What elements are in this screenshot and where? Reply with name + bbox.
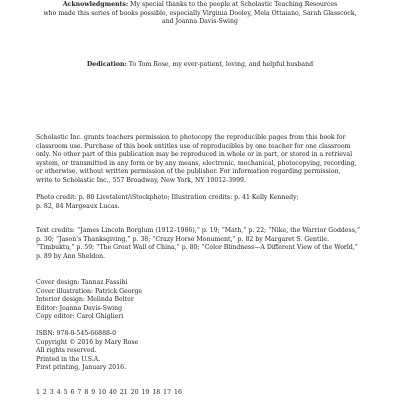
permissions-line: Scholastic Inc. grants teachers permission to photocopy the reproducible pages from this book for: [36, 134, 346, 141]
copyright-notice: Copyright © 2016 by Mary Rose: [36, 338, 139, 346]
acknowledgments-text-1: My special thanks to the people at Scholastic Teaching Resources: [128, 1, 338, 8]
dedication-text: To Tom Rose, my ever-patient, loving, and helpful husband: [126, 61, 314, 68]
acknowledgments-label: Acknowledgments:: [62, 1, 129, 8]
photo-credit: [36, 194, 366, 211]
permissions-line: only. No other part of this publication may be reproduced in whole or in part, or stored in a retrieval: [36, 151, 353, 159]
dedication-section: [36, 61, 364, 70]
publication-info: [36, 330, 366, 373]
rights-reserved: All rights reserved.: [36, 347, 97, 355]
permissions-line: system, or transmitted in any form or by any means, electronic, mechanical, photocopying, recording,: [36, 159, 357, 167]
isbn: ISBN: 978-0-545-66888-0: [36, 330, 117, 337]
printing-line: 1 2 3 4 5 6 7 8 9 10 40 21 20 19 18 17 16: [36, 389, 182, 396]
permissions-notice: [36, 134, 366, 186]
permissions-line: write to Scholastic Inc., 557 Broadway, New York, NY 10012-3999.: [36, 176, 246, 184]
text-credits-line: “Timbuktu,” p. 59; “The Great Wall of China,” p. 80; “Color Blindness—A Different View of the World,”: [36, 244, 358, 252]
design-credit-line: Cover illustration: Patrick George: [36, 287, 143, 295]
design-credits: [36, 279, 366, 322]
permissions-line: classroom use. Purchase of this book entitles use of reproducibles by one teacher for one classroom: [36, 142, 351, 150]
photo-credit-line: p. 82, 84 Margeaux Lucas.: [36, 202, 120, 210]
design-credit-line: Cover design: Tannaz Fassihi: [36, 279, 128, 286]
acknowledgments-line-2: who made this series of books possible, especially Virginia Dooley, Mela Ottaiano, Sarah Glasscock,: [43, 9, 357, 17]
dedication-label: Dedication:: [86, 61, 127, 68]
design-credit-line: Editor: Joanna Davis-Swing: [36, 304, 123, 312]
first-printing: First printing, January 2016.: [36, 364, 127, 372]
permissions-line: or otherwise, without written permission of the publisher. For information regarding permission,: [36, 168, 341, 176]
dedication-line: [36, 61, 364, 70]
printed-in: Printed in the U.S.A.: [36, 355, 101, 363]
text-credits-line: Text credits: “James Lincoln Borglum (1912–1986),” p. 19; “Math,” p. 22; “Nike, the Warrior Goddess,”: [36, 227, 361, 234]
acknowledgments-line-3: and Joanna Davis-Swing: [162, 18, 238, 26]
acknowledgments-section: [36, 1, 364, 27]
text-credits-line: p. 89 by Ann Sheldon.: [36, 252, 106, 260]
photo-credit-line: Photo credit: p. 80 Livetalent/iStockphoto; Illustration credits: p. 41 Kelly Kennedy;: [36, 194, 299, 201]
text-credits: [36, 227, 366, 261]
text-credits-line: p. 30; “Jason’s Thanksgiving,” p. 38; “Crazy Horse Monument,” p. 82 by Margaret S. Gentile.: [36, 235, 330, 243]
design-credit-line: Copy editor: Carol Ghiglieri: [36, 313, 124, 321]
design-credit-line: Interior design: Melinda Belter: [36, 296, 134, 304]
acknowledgments-line-1: [36, 1, 364, 10]
